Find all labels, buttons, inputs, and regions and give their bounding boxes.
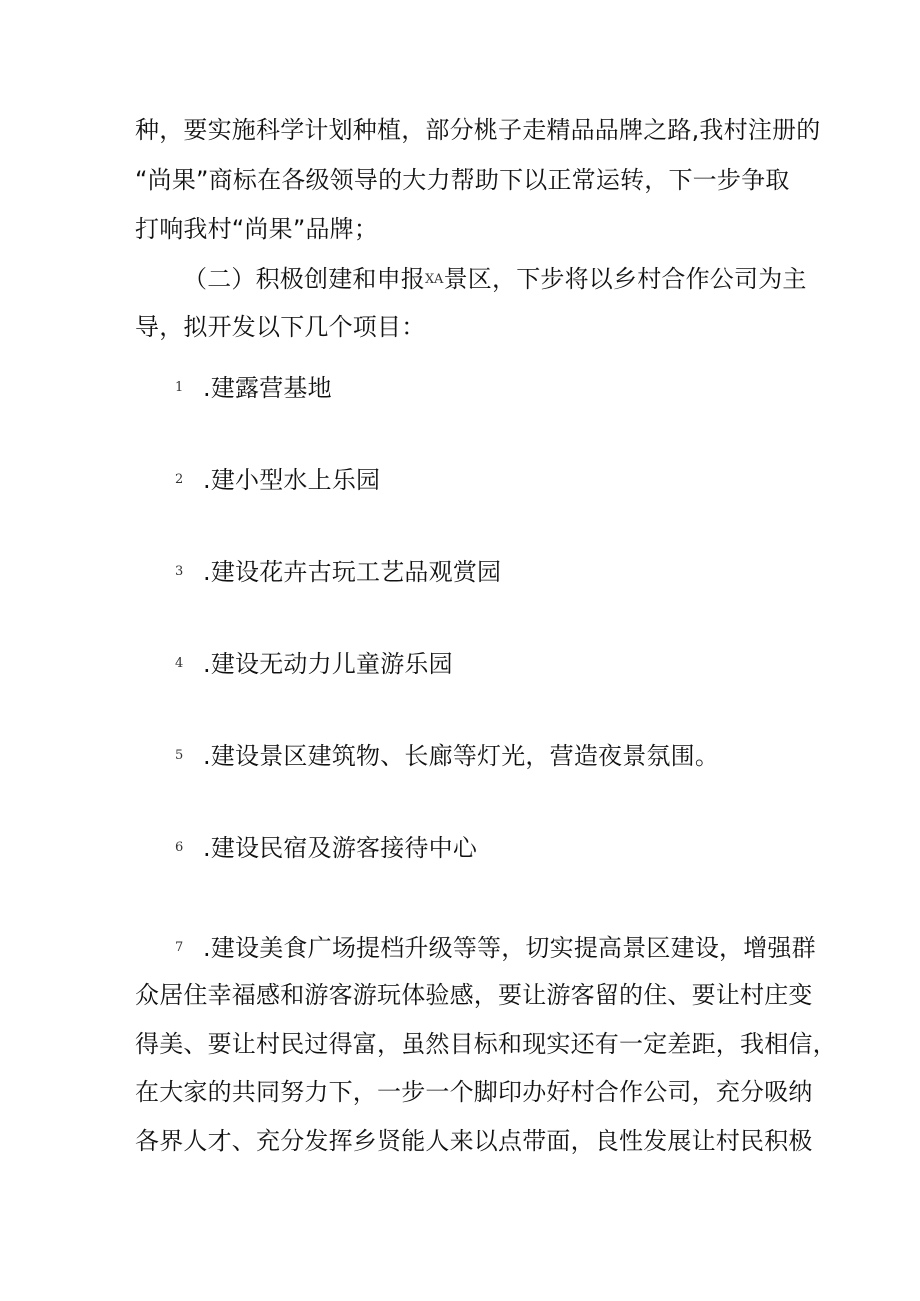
paragraph-line: 众居住幸福感和游客游玩体验感，要让游客留的住、要让村庄变 [135,981,813,1009]
list-item [175,831,477,864]
paragraph-line: 导，拟开发以下几个项目： [135,313,426,341]
abbreviation: XA [425,272,444,287]
paragraph-line [183,263,807,296]
paragraph-line: “尚果”商标在各级领导的大力帮助下以正常运转，下一步争取 [135,166,790,194]
paragraph-line: 各界人才、充分发挥乡贤能人来以点带面，良性发展让村民积极 [135,1127,813,1155]
paragraph-line: 种，要实施科学计划种植，部分桃子走精品品牌之路,我村注册的 [135,116,821,144]
list-item [175,931,816,964]
list-item-number: 7 [175,940,184,955]
list-item-text: .建设景区建筑物、长廊等灯光，营造夜景氛围。 [203,742,720,770]
list-item [175,739,719,772]
list-item-number: 3 [175,564,184,579]
list-item-text: .建小型水上乐园 [203,466,381,494]
list-item-text: .建设无动力儿童游乐园 [203,650,453,678]
list-item [175,647,453,680]
list-item-number: 1 [175,380,184,395]
list-item-number: 6 [175,840,184,855]
paragraph-line: 得美、要让村民过得富，虽然目标和现实还有一定差距，我相信， [135,1030,837,1058]
list-item [175,371,332,404]
list-item-text: .建露营基地 [203,374,332,402]
list-item-text: .建设花卉古玩工艺品观赏园 [203,558,502,586]
list-item-number: 5 [175,748,184,763]
paragraph-line: 打响我村“尚果”品牌； [135,215,379,243]
list-item-number: 4 [175,656,184,671]
paragraph-line: 在大家的共同努力下，一步一个脚印办好村合作公司，充分吸纳 [135,1078,813,1106]
list-item [175,555,501,588]
list-item [175,463,380,496]
paragraph-text: （二）积极创建和申报 [183,265,425,293]
list-item-text: .建设美食广场提档升级等等，切实提高景区建设，增强群 [203,934,816,962]
list-item-number: 2 [175,472,184,487]
list-item-text: .建设民宿及游客接待中心 [203,834,478,862]
paragraph-text: 景区，下步将以乡村合作公司为主 [443,265,807,293]
